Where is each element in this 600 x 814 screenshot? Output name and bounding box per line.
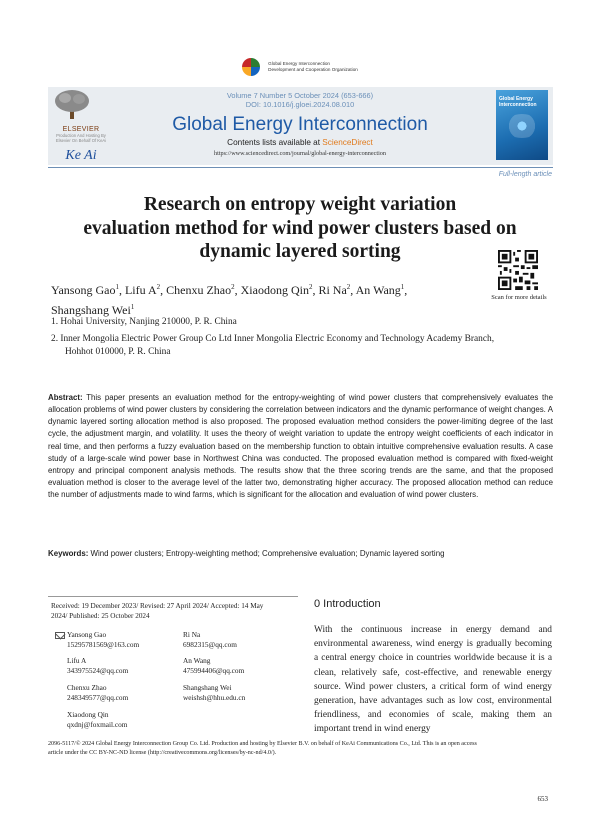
sciencedirect-link[interactable]: ScienceDirect xyxy=(322,138,373,147)
author: Lifu $A^2$ xyxy=(124,283,161,297)
contact-entry: Shangshang Wei weishsh@hhu.edu.cn xyxy=(183,683,246,702)
paper-title-line1: Research on entropy weight variation xyxy=(143,194,457,215)
contact-email[interactable]: 15295781569@163.com xyxy=(67,639,140,649)
abstract-label: Abstract: xyxy=(48,393,83,402)
affiliation-1: 1. Hohai University, Nanjing 210000, P. R. China xyxy=(51,317,237,327)
contact-entry: Lifu A 343975524@qq.com xyxy=(67,656,129,675)
contact-entry: Chenxu Zhao 248349577@qq.com xyxy=(67,683,129,702)
author: An Wang$^1$ xyxy=(355,283,405,297)
author-list: Yansong Gao$^1$, Lifu $A^2$, Chenxu Zhao$^2$, Xiaodong Qin$^2$, Ri Na$^2$, An Wang$^1$, Shangshang Wei$^1$ xyxy=(51,283,408,317)
abstract xyxy=(48,392,553,501)
contact-email[interactable]: 343975524@qq.com xyxy=(67,665,129,675)
author: Shangshang Wei$^1$ xyxy=(51,303,135,317)
org-name-line1: Global Energy Interconnection xyxy=(268,61,330,67)
author: Yansong Gao$^1$ xyxy=(51,283,119,297)
paper-title xyxy=(60,193,540,264)
organization-logo xyxy=(0,58,600,76)
org-name-line2: Development and Cooperation Organization xyxy=(268,67,358,73)
doi-line[interactable]: DOI: 10.1016/j.gloei.2024.08.010 xyxy=(245,100,355,109)
contact-entry: An Wang 475994406@qq.com xyxy=(183,656,245,675)
affiliation-2-line2: Hohhot 010000, P. R. China xyxy=(65,347,171,357)
abstract-text: This paper presents an evaluation method for the entropy-weighting of wind power clusters that comprehensively evaluates the allocation problems of wind power clusters by considering the correlation between indicators and the dynamic performance of weight changes. A dynamic layered sorting allocation method is also proposed. The proposed evaluation method considers the power-limiting degree of the last cycle, the adjustment margin, and volatility. It uses the theory of weight variation to update the entropy weight coefficients of each indicator in real time, and then performs a fuzzy evaluation based on the membership function to obtain intuitive comprehensive evaluation results. A case study of a large-scale wind power base in Northwest China was conducted. The proposed evaluation method is compared with fixed-weight entropy and principal component analysis methods. The results show that the three scoring trends are the same, and that the proposed evaluation method is closer to the average level of the latter two, demonstrating higher accuracy. The proposed allocation method can reduce the number of adjustments made to wind farms, which is significant for the allocation and evaluation of wind power clusters. xyxy=(48,393,553,500)
volume-line: Volume 7 Number 5 October 2024 (653-666) xyxy=(226,91,374,100)
banner-divider xyxy=(48,167,553,168)
scan-caption: Scan for more details xyxy=(491,294,547,301)
section-heading-introduction: 0 Introduction xyxy=(314,598,381,610)
license-line1: 2096-5117/© 2024 Global Energy Interconnection Group Co. Ltd. Production and hosting by Elsevier B.V. on behalf of KeAi Communications Co., Ltd. This is an open access xyxy=(48,741,477,747)
author: Chenxu Zhao$^2$ xyxy=(166,283,235,297)
introduction-text: With the continuous increase in energy demand and environmental awareness, wind energy is gradually becoming a central energy choice in countries worldwide because it is a clean, relatively safe, cost-effective, and renewable energy source. Wind power clusters, a critical form of wind energy generation, have advantages such as low cost, environmental friendliness, and economies of scale, making them an important trend in wind energy xyxy=(314,625,552,735)
qr-code-icon[interactable] xyxy=(498,250,538,290)
contact-entry: Yansong Gao 15295781569@163.com xyxy=(67,630,140,649)
affiliation-2 xyxy=(51,333,551,359)
author: Ri Na$^2$ xyxy=(318,283,351,297)
paper-title-line2: evaluation method for wind power clusters based on xyxy=(83,217,517,239)
mail-icon xyxy=(55,632,65,639)
journal-title: Global Energy Interconnection xyxy=(172,114,428,135)
affiliation-2-line1: 2. Inner Mongolia Electric Power Group Co Ltd Inner Mongolia Electric Economy and Technology Academy Branch, xyxy=(51,334,495,344)
author: Xiaodong Qin$^2$ xyxy=(240,283,313,297)
cover-title: Global Energy Interconnection xyxy=(499,96,537,108)
license-footnote xyxy=(48,740,553,757)
cover-graphic xyxy=(504,114,540,138)
dates-divider xyxy=(48,596,298,597)
keywords-label: Keywords: xyxy=(48,549,89,558)
keywords-text: Wind power clusters; Entropy-weighting method; Comprehensive evaluation; Dynamic layered sorting xyxy=(88,549,445,558)
elsevier-hosting-note: Production And Hosting By Elsevier On Behalf Of KeAi xyxy=(55,133,107,143)
contact-email[interactable]: qxdnj@foxmail.com xyxy=(67,719,128,729)
paper-title-line3: dynamic layered sorting xyxy=(199,241,401,262)
article-type: Full-length article xyxy=(498,171,552,178)
keywords xyxy=(48,548,553,560)
contact-email[interactable]: 475994406@qq.com xyxy=(183,665,245,675)
license-line2[interactable]: article under the CC BY-NC-ND license (http://creativecommons.org/licenses/by-nc-nd/4.0/). xyxy=(48,749,277,756)
contact-entry: Xiaodong Qin qxdnj@foxmail.com xyxy=(67,710,128,729)
elsevier-label: ELSEVIER xyxy=(62,126,100,133)
journal-url[interactable]: https://www.sciencedirect.com/journal/global-energy-interconnection xyxy=(214,150,386,157)
contact-email[interactable]: 248349577@qq.com xyxy=(67,692,129,702)
journal-cover-thumbnail xyxy=(496,90,548,160)
contact-email[interactable]: 6982315@qq.com xyxy=(183,639,237,649)
contact-email[interactable]: weishsh@hhu.edu.cn xyxy=(183,692,246,702)
contents-prefix: Contents lists available at xyxy=(227,138,323,147)
contact-entry: Ri Na 6982315@qq.com xyxy=(183,630,237,649)
dates-line1: Received: 19 December 2023/ Revised: 27 April 2024/ Accepted: 14 May xyxy=(51,602,264,610)
page-number: 653 xyxy=(537,795,548,803)
globe-logo-icon xyxy=(242,58,260,76)
dates-line2: 2024/ Published: 25 October 2024 xyxy=(51,612,150,620)
publication-dates xyxy=(51,601,296,621)
keai-logo: Ke Ai xyxy=(65,148,97,163)
